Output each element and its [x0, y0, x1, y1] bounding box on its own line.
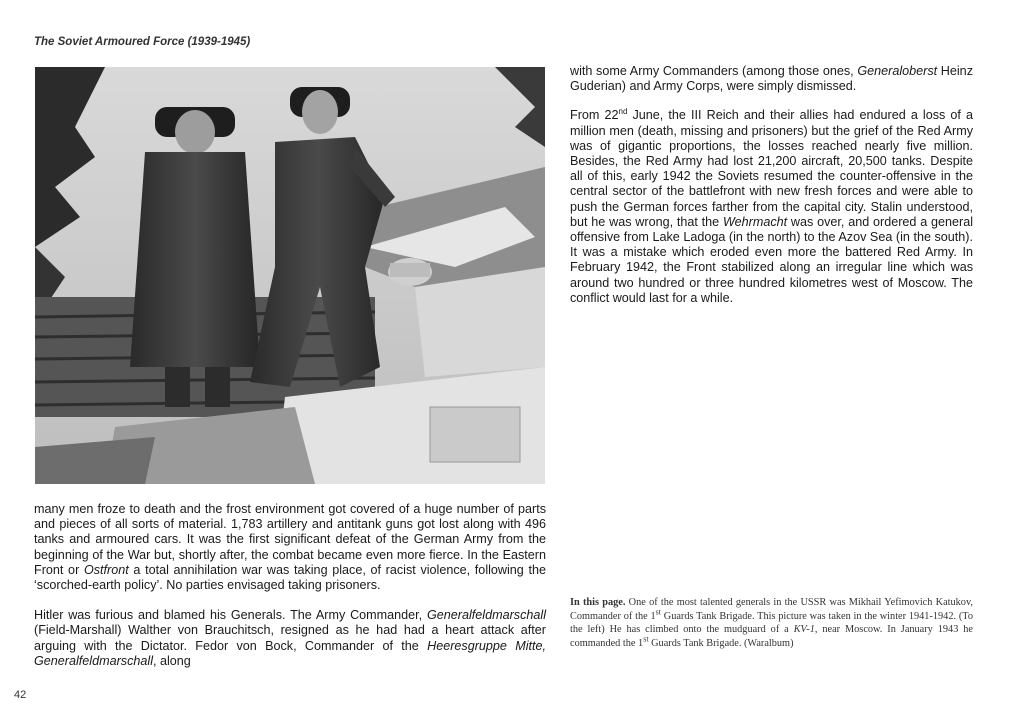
paragraph — [570, 108, 973, 306]
text-run: One of the most talented generals in the USSR was Mikhail Yefimovich Katukov, Commander of the 1 — [570, 597, 974, 622]
italic-term: Generalfeldmarschall — [427, 608, 546, 623]
italic-term: Ostfront — [83, 562, 129, 577]
text-run: with some Army Commanders (among those ones, — [570, 64, 858, 78]
right-column — [570, 64, 973, 306]
caption-lead: In this page. — [570, 597, 626, 608]
text-run: Guards Tank Brigade. This picture was taken in the winter 1941-1942. (To the left) He has climbed onto the mudguard of a — [570, 610, 973, 635]
italic-term: Generaloberst — [857, 64, 938, 78]
paragraph — [570, 64, 973, 94]
ordinal-suffix: st — [655, 607, 661, 617]
text-run: Guards Tank Brigade. (Waralbum) — [648, 637, 794, 649]
ordinal-suffix: nd — [618, 107, 628, 117]
historical-photo — [35, 67, 545, 484]
page-number: 42 — [14, 689, 27, 701]
photo-caption — [570, 596, 973, 650]
text-run: a total annihilation war was taking place, of racist violence, following the ‘scorched-earth policy’. No parties envisaged taking prisoners. — [34, 562, 546, 593]
text-run: From 22 — [570, 108, 619, 123]
ordinal-suffix: st — [643, 634, 649, 644]
italic-term: KV-1 — [793, 624, 815, 635]
italic-term: Heeresgruppe Mitte, Generalfeldmarschall — [34, 638, 546, 668]
paragraph — [34, 608, 546, 669]
running-title: The Soviet Armoured Force (1939-1945) — [34, 36, 251, 48]
left-column — [34, 502, 546, 669]
text-run: Heinz Guderian) and Army Corps, were simply dismissed. — [570, 64, 973, 94]
italic-term: Wehrmacht — [722, 214, 788, 229]
text-run: , near Moscow. In January 1943 he commanded the 1 — [570, 624, 973, 649]
text-run: (Field-Marshall) Walther von Brauchitsch, resigned as he had had a heart attack after arguing with the Dictator. Fedor von Bock, Commander of the — [34, 623, 546, 653]
paragraph — [34, 502, 546, 593]
text-run: many men froze to death and the frost environment got covered of a huge number of parts and pieces of all sorts of material. 1,783 artillery and antitank guns got lost along with 496 tanks and armoured cars. It was the first significant defeat of the German Army from the beginning of the War but, shortly after, the combat became even more fierce. In the Eastern Front or — [34, 502, 546, 577]
text-run: was over, and ordered a general offensive from Lake Ladoga (in the north) to the Azov Sea (in the south). It was a mistake which eroded even more the battered Red Army. In February 1942, the Front stabilized along an irregular line which was around two hundred or three hundred kilometres west of Moscow. The conflict would last for a while. — [570, 214, 973, 305]
text-run: Hitler was furious and blamed his Generals. The Army Commander, — [34, 608, 427, 623]
text-run: June, the III Reich and their allies had endured a loss of a million men (death, missing and prisoners) but the grief of the Red Army was of gigantic proportions, the losses reached nearly five million. Besides, the Red Army had lost 21,200 aircraft, 20,500 tanks. Despite all of this, early 1942 the Soviets resumed the counter-offensive in the central sector of the battlefront with new fresh forces and were able to push the German forces farther from the capital city. Stalin understood, but he was wrong, that the — [570, 108, 974, 229]
caption-body — [570, 597, 973, 649]
text-run: , along — [153, 653, 191, 668]
